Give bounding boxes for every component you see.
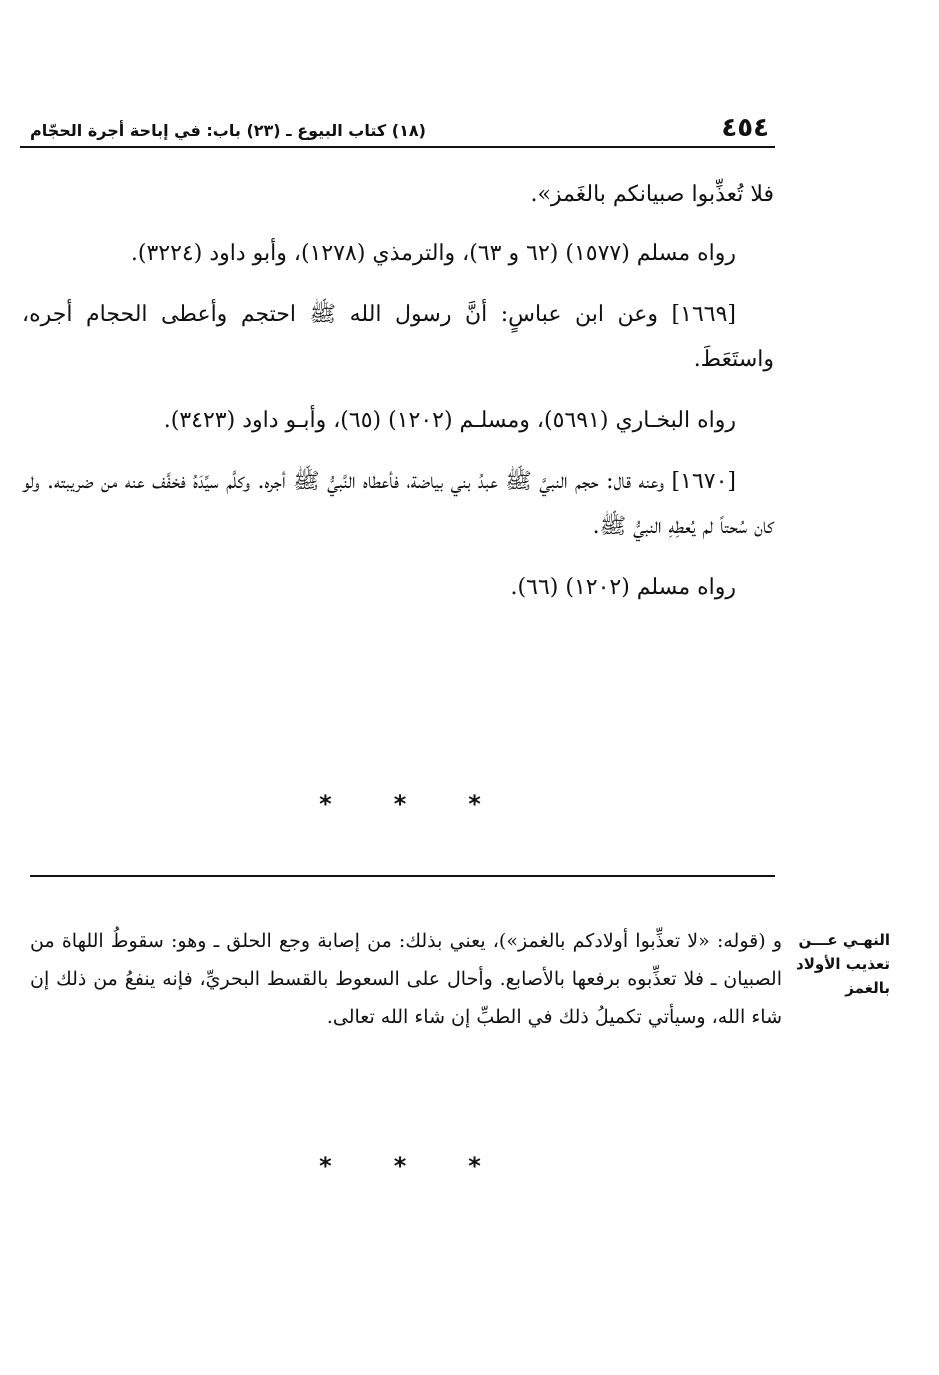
commentary-area bbox=[22, 922, 890, 1036]
running-title: (١٨) كتاب البيوع ـ (٢٣) باب: في إباحة أجرة الحجّام bbox=[30, 121, 426, 140]
star-glyph: * bbox=[393, 790, 407, 818]
main-text bbox=[22, 172, 774, 610]
section-divider-stars bbox=[310, 790, 490, 818]
hadith-1669: [١٦٦٩] وعن ابن عباسٍ: أنَّ رسول الله ﷺ احتجم وأعطى الحجام أجره، واستَعَطَ. bbox=[22, 302, 774, 372]
commentary-divider-stars bbox=[300, 1152, 500, 1180]
star-glyph: * bbox=[468, 1152, 481, 1180]
page-number: ٤٥٤ bbox=[721, 113, 769, 143]
hadith-source: رواه مسلم (١٢٠٢) (٦٦). bbox=[510, 575, 736, 600]
hadith-continuation: فلا تُعذِّبوا صبيانكم بالغَمز». bbox=[530, 182, 774, 207]
margin-note: النهـي عـــن تعذيب الأولاد بالغمز bbox=[796, 931, 890, 997]
hadith-1670: [١٦٧٠] وعنه قال: حجم النبيَّ ﷺ عبدُ بني بياضة، فأعطاه النَّبيُّ ﷺ أجره. وكلَّم سيِّدَهُ فخفَّف عنه من ضريبته. ولو كان سُحتاً لم يُعطِهِ النبيُّ ﷺ. bbox=[22, 469, 774, 539]
star-glyph: * bbox=[319, 1152, 332, 1180]
star-glyph: * bbox=[319, 790, 332, 818]
star-glyph: * bbox=[393, 1152, 407, 1180]
footnote-separator-line bbox=[30, 875, 775, 877]
hadith-source: رواه البخـاري (٥٦٩١)، ومسلـم (١٢٠٢) (٦٥)، وأبـو داود (٣٤٢٣). bbox=[163, 408, 736, 433]
star-glyph: * bbox=[468, 790, 481, 818]
commentary-text: و (قوله: «لا تعذِّبوا أولادكم بالغمز»)، يعني بذلك: من إصابة وجع الحلق ـ وهو: سقوطُ اللهاة من الصبيان ـ فلا تعذِّبوه برفعها بالأصابع. وأحال على السعوط بالقسط البحريِّ، فإنه ينفعُ من ذلك إن شاء الله، وسيأتي تكميلُ ذلك في الطبِّ إن شاء الله تعالى. bbox=[30, 930, 782, 1028]
page-header bbox=[20, 108, 775, 148]
hadith-source: رواه مسلم (١٥٧٧) (٦٢ و ٦٣)، والترمذي (١٢٧٨)، وأبو داود (٣٢٢٤). bbox=[130, 241, 736, 266]
